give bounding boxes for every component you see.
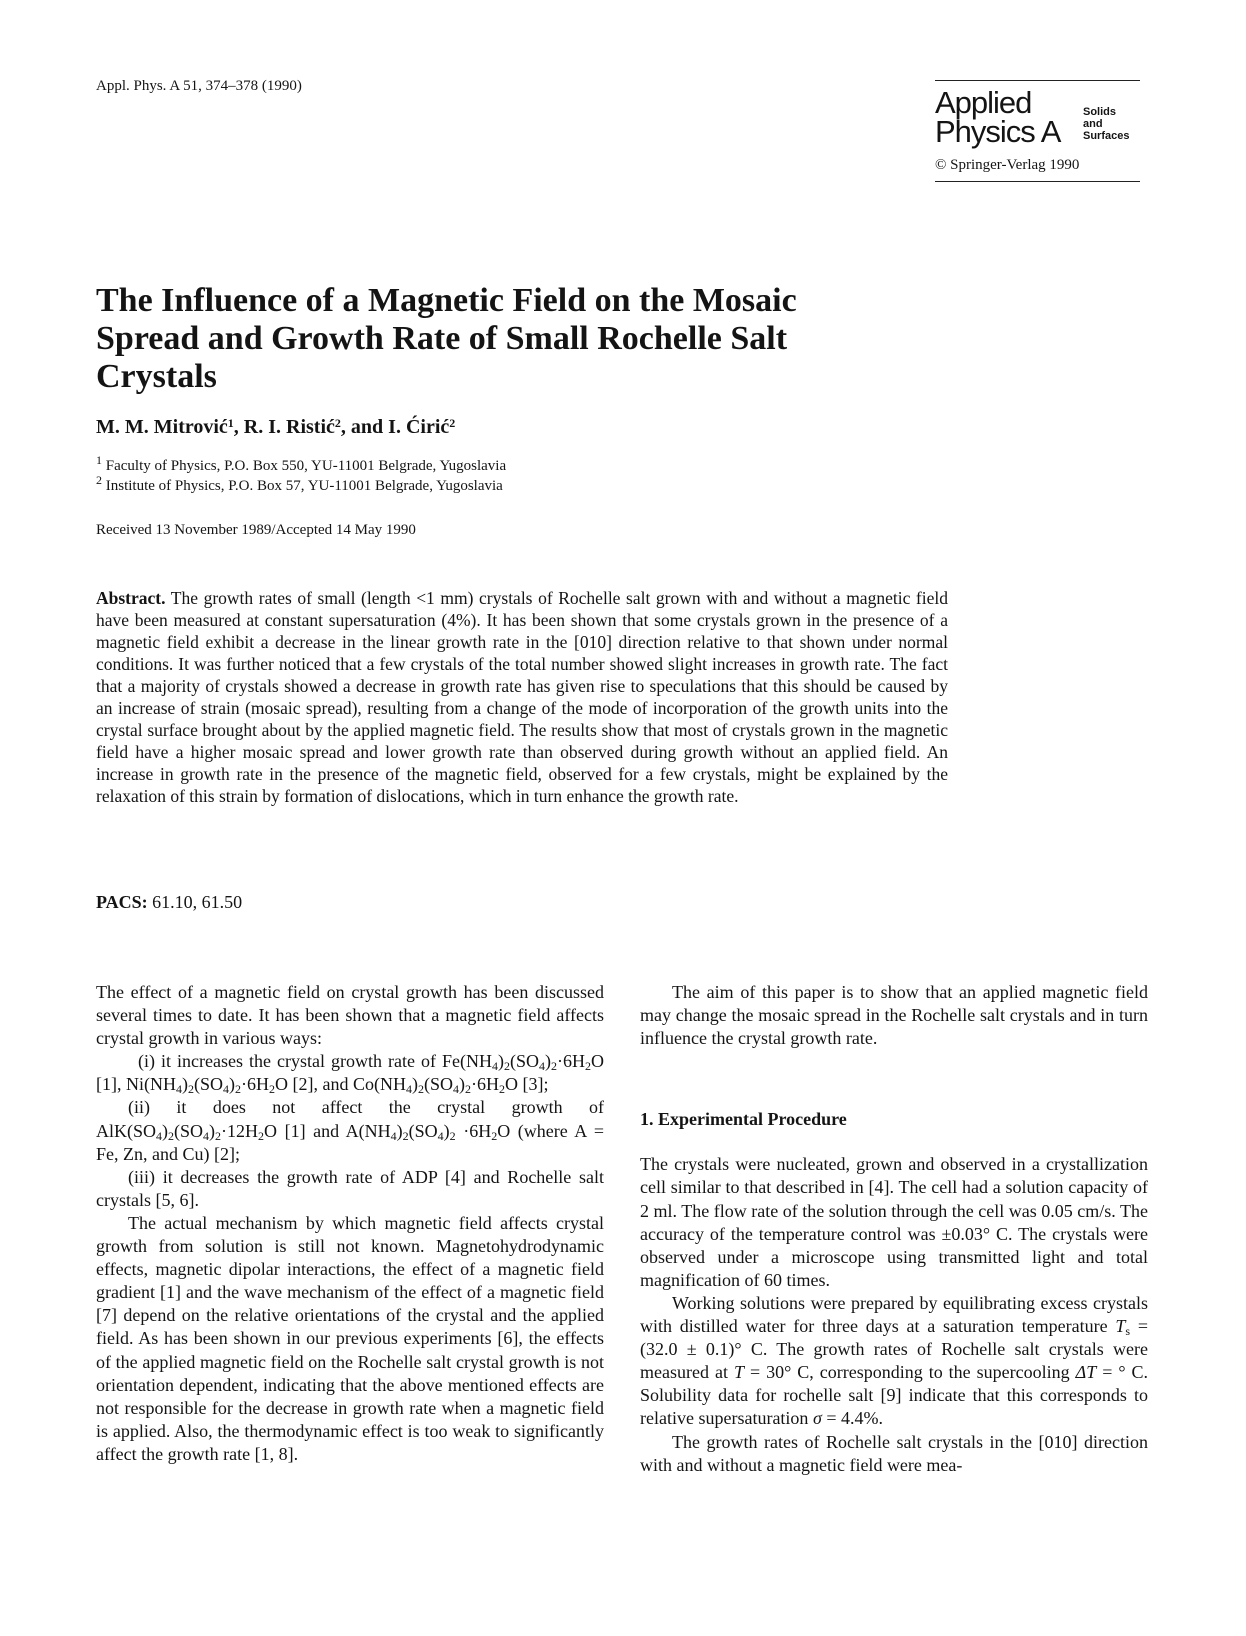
affiliations	[96, 453, 507, 496]
paragraph: The crystals were nucleated, grown and observed in a crystallization cell similar to that described in [4]. The cell had a solution capacity of 2 ml. The flow rate of the solution through the cell was 0.05 cm/s. The accuracy of the temperature control was ±0.03° C. The crystals were observed under a microscope using transmitted light and total magnification of 60 times.	[640, 1154, 1148, 1290]
author-separator: , and	[340, 416, 389, 438]
pacs-label: PACS:	[96, 892, 148, 912]
list-item: (ii) it does not affect the crystal growth of $AlK(SO_4)_2(SO_4)_2\cdot 12H_2O$ [1] and $A(NH_4)_2(SO_4)_2 \cdot 6H_2O$ (where A = Fe, Zn, and Cu) [2];	[96, 1097, 604, 1164]
journal-rule-top	[935, 80, 1140, 81]
paragraph: The growth rates of Rochelle salt crystals in the [010] direction with and without a magnetic field were mea-	[640, 1431, 1148, 1475]
list-item: (i) it increases the crystal growth rate of $Fe(NH_4)_2(SO_4)_2\cdot 6H_2O$ [1], $Ni(NH_4)_2(SO_4)_2\cdot 6H_2O$ [2], and $Co(NH_4)_2(SO_4)_2\cdot 6H_2O$ [3];	[96, 1051, 604, 1097]
author-affil-mark: 2	[334, 416, 341, 430]
author-affil-mark: 1	[227, 416, 234, 430]
section-heading: 1. Experimental Procedure	[640, 1109, 847, 1130]
copyright: © Springer-Verlag 1990	[935, 157, 1080, 173]
abstract-text: The growth rates of small (length <1 mm) crystals of Rochelle salt grown with and without a magnetic field have been measured at constant supersaturation (4%). It has been shown that some crystals grown in the presence of a magnetic field exhibit a decrease in the linear growth rate in the [010] direction relative to that shown under normal conditions. It was further noticed that a few crystals of the total number showed slight increases in growth rate. The fact that a majority of crystals showed a decrease in growth rate has given rise to speculations that this should be caused by an increase of strain (mosaic spread), resulting from a change of the mode of incorporation of the growth units into the crystal surface brought about by the applied magnetic field. The results show that most of crystals grown in the magnetic field have a higher mosaic spread and lower growth rate than observed during growth without an applied field. An increase in growth rate in the presence of the magnetic field, observed for a few crystals, might be explained by the relaxation of this strain by formation of dislocations, which in turn enhance the growth rate.	[96, 588, 948, 806]
body-column-left	[96, 981, 604, 1466]
paragraph: Working solutions were prepared by equilibrating excess crystals with distilled water for three days at a saturation temperature $T_s = (32.0 \pm 0.1)^\circ$ C. The growth rates of Rochelle salt crystals were measured at T = 30° C, corresponding to the supercooling ΔT = ° C. Solubility data for rochelle salt [9] indicate that this corresponds to relative supersaturation σ = 4.4%.	[640, 1292, 1149, 1429]
received-dates: Received 13 November 1989/Accepted 14 May 1990	[96, 522, 416, 538]
abstract-label: Abstract.	[96, 588, 166, 608]
author-name: I. Ćirić	[388, 416, 450, 438]
journal-name: Applied Physics A	[935, 85, 1061, 149]
pacs-codes: PACS: 61.10, 61.50	[96, 892, 243, 912]
paragraph: The actual mechanism by which magnetic field affects crystal growth from solution is still not known. Magnetohydrodynamic effects, magnetic dipolar interactions, the effect of a magnetic field gradient [1] and the wave mechanism of the effect of a magnetic field [7] depend on the relative orientations of the crystal and the applied field. As has been shown in our previous experiments [6], the effects of the applied magnetic field on the Rochelle salt crystal growth is not orientation dependent, indicating that the above mentioned effects are not responsible for the decrease in growth rate when a magnetic field is applied. Also, the thermodynamic effect is too weak to significantly affect the growth rate [1, 8].	[96, 1212, 604, 1464]
paragraph: The effect of a magnetic field on crystal growth has been discussed several times to date. It has been shown that a magnetic field affects crystal growth in various ways:	[96, 982, 604, 1049]
affiliation: $^1$ Faculty of Physics, P.O. Box 550, YU-11001 Belgrade, Yugoslavia	[96, 453, 507, 474]
author-list	[96, 416, 455, 439]
author-name: R. I. Ristić	[243, 416, 335, 438]
author-separator: ,	[233, 416, 244, 438]
paper-title: The Influence of a Magnetic Field on the Mosaic Spread and Growth Rate of Small Rochelle Salt Crystals	[96, 282, 797, 395]
journal-rule-bottom	[935, 181, 1140, 182]
journal-citation: Appl. Phys. A 51, 374–378 (1990)	[96, 78, 302, 94]
author-affil-mark: 2	[449, 416, 456, 430]
abstract	[96, 587, 948, 807]
list-item: (iii) it decreases the growth rate of ADP [4] and Rochelle salt crystals [5, 6].	[96, 1166, 604, 1210]
author-name: M. M. Mitrović	[96, 416, 228, 438]
body-column-right	[640, 981, 1148, 1477]
journal-section: Solids and Surfaces	[1083, 106, 1130, 142]
paragraph: The aim of this paper is to show that an applied magnetic field may change the mosaic spread in the Rochelle salt crystals and in turn influence the crystal growth rate.	[640, 982, 1148, 1049]
affiliation: $^2$ Institute of Physics, P.O. Box 57, YU-11001 Belgrade, Yugoslavia	[96, 473, 503, 494]
